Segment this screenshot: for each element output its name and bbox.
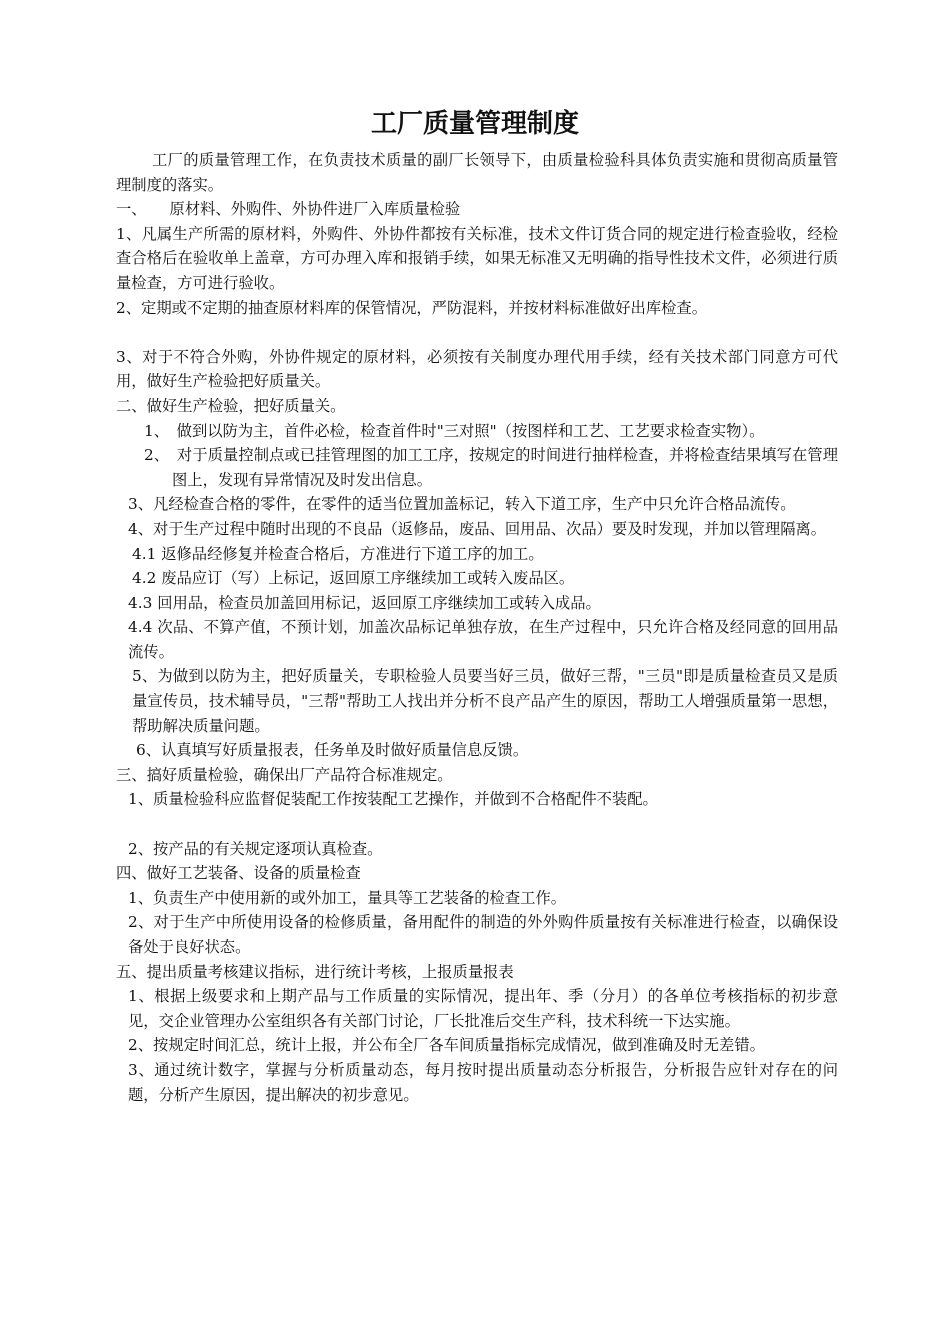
document-title: 工厂质量管理制度: [370, 109, 579, 139]
section-1-item-3: 3、对于不符合外购，外协件规定的原材料，必须按有关制度办理代用手续，经有关技术部门同意方可代用，做好生产检验把好质量关。: [116, 347, 838, 391]
section-5-item-3: 3、通过统计数字，掌握与分析质量动态，每月按时提出质量动态分析报告，分析报告应针对存在的问题，分析产生原因，提出解决的初步意见。: [128, 1060, 838, 1104]
blank-line: [116, 812, 838, 837]
section-1-item-2: 2、定期或不定期的抽查原材料库的保管情况，严防混料，并按材料标准做好出库检查。: [116, 298, 708, 317]
section-2-item-4-1: 4.1 返修品经修复并检查合格后，方准进行下道工序的加工。: [132, 544, 544, 563]
section-2-item-4-3: 4.3 回用品，检查员加盖回用标记，返回原工序继续加工或转入成品。: [128, 593, 601, 612]
blank-line: [116, 320, 838, 345]
section-2-heading: 二、做好生产检验，把好质量关。: [116, 396, 346, 415]
section-1-item-1: 1、凡属生产所需的原材料，外购件、外协件都按有关标准，技术文件订货合同的规定进行检查验收，经检查合格后在验收单上盖章，方可办理入库和报销手续，如果无标准又无明确的指导性技术文件，必须进行质量检查，方可进行验收。: [116, 224, 838, 292]
section-4-item-1: 1、负责生产中使用新的或外加工，量具等工艺装备的检查工作。: [128, 888, 567, 907]
section-2-item-5: 5、为做到以防为主，把好质量关，专职检验人员要当好三员，做好三帮，"三员"即是质量检查员又是质量宣传员，技术辅导员，"三帮"帮助工人找出并分析不良产品产生的原因，帮助工人增强质量第一思想，帮助解决质量问题。: [132, 667, 838, 735]
section-2-item-3: 3、凡经检查合格的零件，在零件的适当位置加盖标记，转入下道工序，生产中只允许合格品流传。: [128, 495, 796, 514]
section-2-item-2: 2、 对于质量控制点或已挂管理图的加工工序，按规定的时间进行抽样检查，并将检查结果填写在管理图上，发现有异常情况及时发出信息。: [144, 446, 838, 489]
intro-paragraph: 工厂的质量管理工作，在负责技术质量的副厂长领导下，由质量检验科具体负责实施和贯彻高质量管理制度的落实。: [116, 151, 838, 194]
document-body: [116, 148, 838, 1107]
section-5-item-2: 2、按规定时间汇总，统计上报，并公布全厂各车间质量指标完成情况，做到准确及时无差错。: [128, 1036, 765, 1055]
section-2-item-4: 4、对于生产过程中随时出现的不良品（返修品，废品、回用品、次品）要及时发现，并加以管理隔离。: [128, 519, 827, 538]
section-1-heading: 一、 原材料、外购件、外协件进厂入库质量检验: [116, 200, 461, 219]
section-2-item-4-4: 4.4 次品、不算产值，不预计划，加盖次品标记单独存放，在生产过程中，只允许合格及经同意的回用品流传。: [128, 618, 838, 661]
section-3-item-1: 1、质量检验科应监督促装配工作按装配工艺操作，并做到不合格配件不装配。: [128, 790, 658, 809]
section-4-heading: 四、做好工艺装备、设备的质量检查: [116, 864, 361, 883]
section-2-item-4-2: 4.2 废品应订（写）上标记，返回原工序继续加工或转入废品区。: [132, 569, 575, 588]
section-2-item-6: 6、认真填写好质量报表，任务单及时做好质量信息反馈。: [136, 741, 529, 760]
section-5-item-1: 1、根据上级要求和上期产品与工作质量的实际情况，提出年、季（分月）的各单位考核指标的初步意见，交企业管理办公室组织各有关部门讨论，厂长批准后交生产科，技术科统一下达实施。: [128, 987, 838, 1030]
section-2-item-1: 1、 做到以防为主，首件必检，检查首件时"三对照"（按图样和工艺、工艺要求检查实物）。: [144, 421, 765, 440]
section-4-item-2: 2、对于生产中所使用设备的检修质量，备用配件的制造的外外购件质量按有关标准进行检查，以确保设备处于良好状态。: [128, 913, 838, 956]
section-5-heading: 五、提出质量考核建议指标，进行统计考核，上报质量报表: [116, 962, 514, 981]
section-3-item-2: 2、按产品的有关规定逐项认真检查。: [128, 839, 383, 858]
section-3-heading: 三、搞好质量检验，确保出厂产品符合标准规定。: [116, 765, 453, 784]
